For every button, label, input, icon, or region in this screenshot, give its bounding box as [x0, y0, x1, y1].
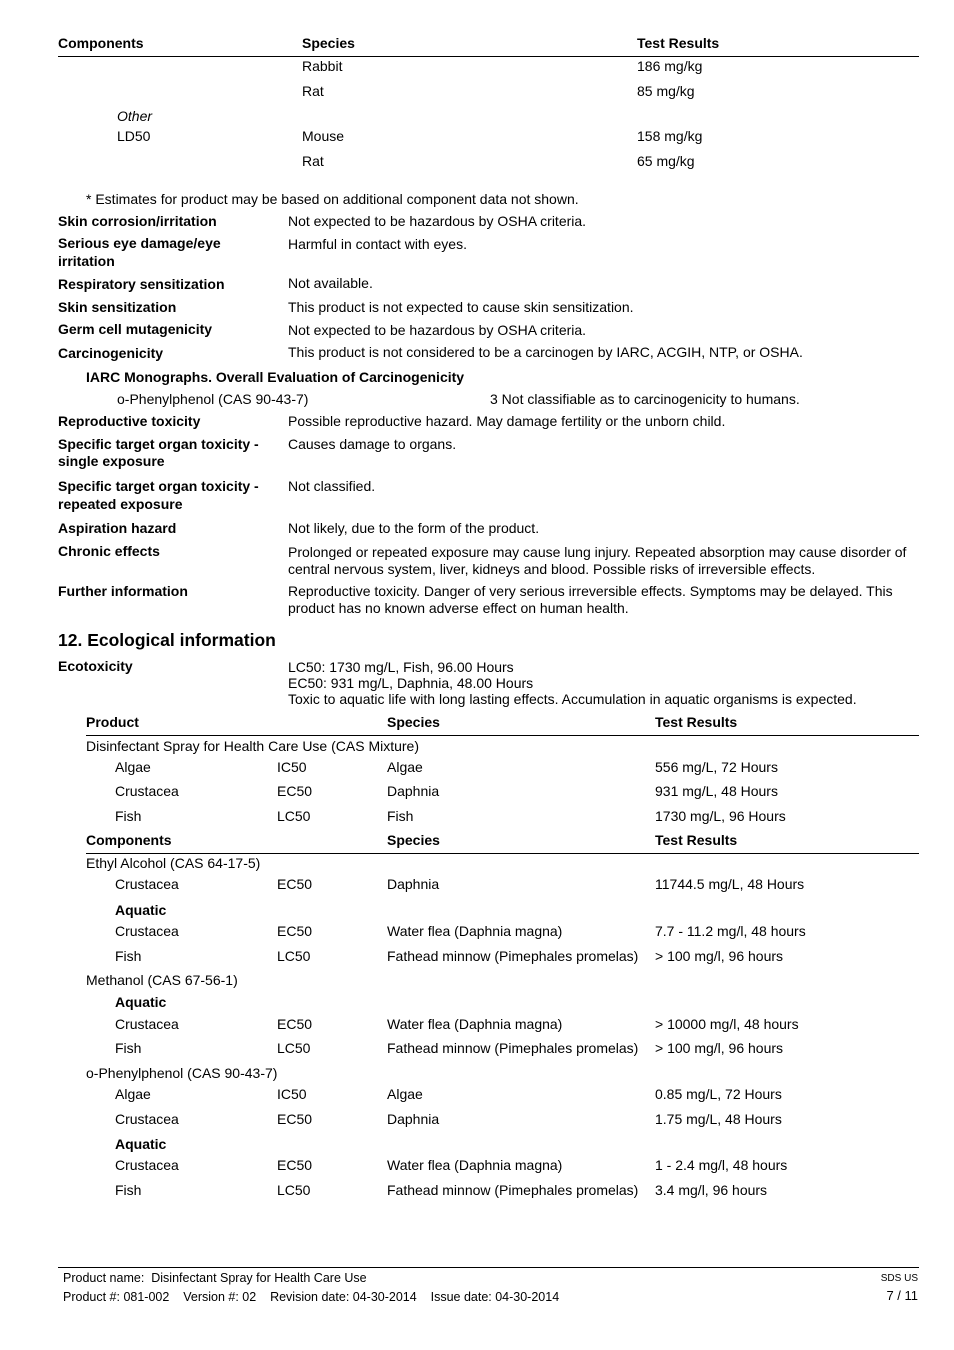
- acute-header-results: Test Results: [637, 35, 720, 51]
- eco-org: Fish: [115, 1182, 142, 1198]
- acute-result: 158 mg/kg: [637, 128, 703, 144]
- eco-result: 0.85 mg/L, 72 Hours: [655, 1086, 782, 1102]
- repro-label: Reproductive toxicity: [58, 413, 201, 429]
- eco-test: IC50: [277, 759, 307, 775]
- skin-sens-label: Skin sensitization: [58, 299, 177, 315]
- footer-rule: [58, 1267, 919, 1268]
- stot-single-label-line2: single exposure: [58, 453, 165, 469]
- acute-ld50-label: LD50: [117, 128, 151, 144]
- eco-result: 3.4 mg/l, 96 hours: [655, 1182, 768, 1198]
- eco-result: 1 - 2.4 mg/l, 48 hours: [655, 1157, 788, 1173]
- eco-test: LC50: [277, 948, 311, 964]
- eco-species: Daphnia: [387, 876, 440, 892]
- acute-result: 65 mg/kg: [637, 153, 695, 169]
- product-name: Disinfectant Spray for Health Care Use (CAS Mixture): [86, 738, 419, 754]
- eco-result: 1730 mg/L, 96 Hours: [655, 808, 786, 824]
- eco-org: Algae: [115, 1086, 151, 1102]
- aspiration-label: Aspiration hazard: [58, 520, 177, 536]
- eco-org: Crustacea: [115, 783, 179, 799]
- eco-test: EC50: [277, 876, 313, 892]
- component-name: Ethyl Alcohol (CAS 64-17-5): [86, 855, 261, 871]
- eco-species: Fathead minnow (Pimephales promelas): [387, 948, 639, 964]
- stot-single-label-line1: Specific target organ toxicity -: [58, 436, 259, 452]
- acute-header-rule: [58, 56, 919, 57]
- repro-value: Possible reproductive hazard. May damage fertility or the unborn child.: [288, 413, 726, 429]
- skin-corrosion-label: Skin corrosion/irritation: [58, 213, 217, 229]
- eco-result: 7.7 - 11.2 mg/l, 48 hours: [655, 923, 806, 939]
- eco-org: Crustacea: [115, 1016, 179, 1032]
- skin-sens-value: This product is not expected to cause skin sensitization.: [288, 299, 634, 315]
- eco-test: EC50: [277, 1016, 313, 1032]
- component-header-species: Species: [387, 832, 440, 848]
- resp-sens-label: Respiratory sensitization: [58, 276, 225, 292]
- product-header-results: Test Results: [655, 714, 738, 730]
- ecotoxicity-label: Ecotoxicity: [58, 658, 133, 674]
- section-title: 12. Ecological information: [58, 630, 276, 650]
- iarc-value: 3 Not classifiable as to carcinogenicity to humans.: [490, 391, 800, 407]
- eco-species: Daphnia: [387, 1111, 440, 1127]
- eco-org: Fish: [115, 948, 142, 964]
- resp-sens-value: Not available.: [288, 275, 373, 291]
- eco-result: > 100 mg/l, 96 hours: [655, 1040, 784, 1056]
- product-header-species: Species: [387, 714, 440, 730]
- acute-species: Mouse: [302, 128, 345, 144]
- chronic-value: Prolonged or repeated exposure may cause lung injury. Repeated absorption may cause disorder of central nervous system, liver, kidneys and blood. Possible risks of irreversible effects.: [288, 544, 907, 577]
- component-header-components: Components: [86, 832, 172, 848]
- ecotox-line: LC50: 1730 mg/L, Fish, 96.00 Hours: [288, 659, 514, 675]
- product-header-product: Product: [86, 714, 139, 730]
- eco-test: LC50: [277, 1040, 311, 1056]
- acute-species: Rat: [302, 153, 324, 169]
- iarc-heading: IARC Monographs. Overall Evaluation of Carcinogenicity: [86, 369, 465, 385]
- eco-org: Fish: [115, 808, 142, 824]
- skin-corrosion-value: Not expected to be hazardous by OSHA criteria.: [288, 213, 587, 229]
- chronic-label: Chronic effects: [58, 543, 160, 559]
- eco-test: EC50: [277, 1111, 313, 1127]
- aquatic-label: Aquatic: [115, 994, 167, 1010]
- eco-species: Algae: [387, 1086, 423, 1102]
- eco-org: Crustacea: [115, 876, 179, 892]
- eco-species: Fathead minnow (Pimephales promelas): [387, 1040, 639, 1056]
- eco-species: Fathead minnow (Pimephales promelas): [387, 1182, 639, 1198]
- acute-header-species: Species: [302, 35, 355, 51]
- aquatic-label: Aquatic: [115, 902, 167, 918]
- footer-meta: Product #: 081-002 Version #: 02 Revision date: 04-30-2014 Issue date: 04-30-2014: [63, 1290, 560, 1304]
- footer-product-name: Product name: Disinfectant Spray for Health Care Use: [63, 1271, 367, 1285]
- iarc-substance: o-Phenylphenol (CAS 90-43-7): [117, 391, 309, 407]
- germ-cell-label: Germ cell mutagenicity: [58, 321, 213, 337]
- stot-repeat-label-line2: repeated exposure: [58, 496, 183, 512]
- eco-result: 931 mg/L, 48 Hours: [655, 783, 778, 799]
- eco-species: Algae: [387, 759, 423, 775]
- aquatic-label: Aquatic: [115, 1136, 167, 1152]
- component-header-rule: [86, 853, 919, 854]
- eco-species: Water flea (Daphnia magna): [387, 1157, 563, 1173]
- component-name: Methanol (CAS 67-56-1): [86, 972, 238, 988]
- eco-species: Daphnia: [387, 783, 440, 799]
- further-label: Further information: [58, 583, 188, 599]
- component-name: o-Phenylphenol (CAS 90-43-7): [86, 1065, 278, 1081]
- eco-org: Algae: [115, 759, 151, 775]
- eco-result: 556 mg/L, 72 Hours: [655, 759, 778, 775]
- acute-species: Rat: [302, 83, 324, 99]
- eco-result: 11744.5 mg/L, 48 Hours: [655, 876, 805, 892]
- stot-single-value: Causes damage to organs.: [288, 436, 457, 452]
- stot-repeat-label-line1: Specific target organ toxicity -: [58, 478, 259, 494]
- aspiration-value: Not likely, due to the form of the product.: [288, 520, 540, 536]
- acute-header-components: Components: [58, 35, 144, 51]
- eco-test: EC50: [277, 923, 313, 939]
- eco-result: > 100 mg/l, 96 hours: [655, 948, 784, 964]
- page-number: 7 / 11: [886, 1288, 918, 1303]
- eye-damage-label-line1: Serious eye damage/eye: [58, 235, 221, 251]
- component-header-results: Test Results: [655, 832, 738, 848]
- eco-species: Water flea (Daphnia magna): [387, 923, 563, 939]
- product-header-rule: [86, 735, 919, 736]
- eco-species: Water flea (Daphnia magna): [387, 1016, 563, 1032]
- eco-org: Crustacea: [115, 923, 179, 939]
- germ-cell-value: Not expected to be hazardous by OSHA criteria.: [288, 322, 587, 338]
- estimates-note: * Estimates for product may be based on additional component data not shown.: [86, 191, 579, 207]
- eco-test: EC50: [277, 783, 313, 799]
- carcinogenicity-label: Carcinogenicity: [58, 345, 164, 361]
- acute-result: 85 mg/kg: [637, 83, 695, 99]
- eco-test: LC50: [277, 1182, 311, 1198]
- eco-species: Fish: [387, 808, 414, 824]
- acute-species: Rabbit: [302, 58, 343, 74]
- eco-result: > 10000 mg/l, 48 hours: [655, 1016, 799, 1032]
- eco-result: 1.75 mg/L, 48 Hours: [655, 1111, 782, 1127]
- stot-repeat-value: Not classified.: [288, 478, 376, 494]
- further-value: Reproductive toxicity. Danger of very serious irreversible effects. Symptoms may be delayed. This product has no known adverse effect on human health.: [288, 583, 893, 616]
- ecotox-line: EC50: 931 mg/L, Daphnia, 48.00 Hours: [288, 675, 534, 691]
- eco-test: IC50: [277, 1086, 307, 1102]
- ecotox-line: Toxic to aquatic life with long lasting effects. Accumulation in aquatic organisms is expected.: [288, 691, 857, 707]
- acute-other-label: Other: [117, 108, 153, 124]
- eco-test: LC50: [277, 808, 311, 824]
- carcinogenicity-value: This product is not considered to be a carcinogen by IARC, ACGIH, NTP, or OSHA.: [288, 344, 803, 360]
- eco-org: Crustacea: [115, 1157, 179, 1173]
- eco-org: Fish: [115, 1040, 142, 1056]
- eco-test: EC50: [277, 1157, 313, 1173]
- eye-damage-value: Harmful in contact with eyes.: [288, 236, 467, 252]
- footer-sds: SDS US: [880, 1273, 918, 1284]
- acute-result: 186 mg/kg: [637, 58, 703, 74]
- eco-org: Crustacea: [115, 1111, 179, 1127]
- eye-damage-label-line2: irritation: [58, 253, 115, 269]
